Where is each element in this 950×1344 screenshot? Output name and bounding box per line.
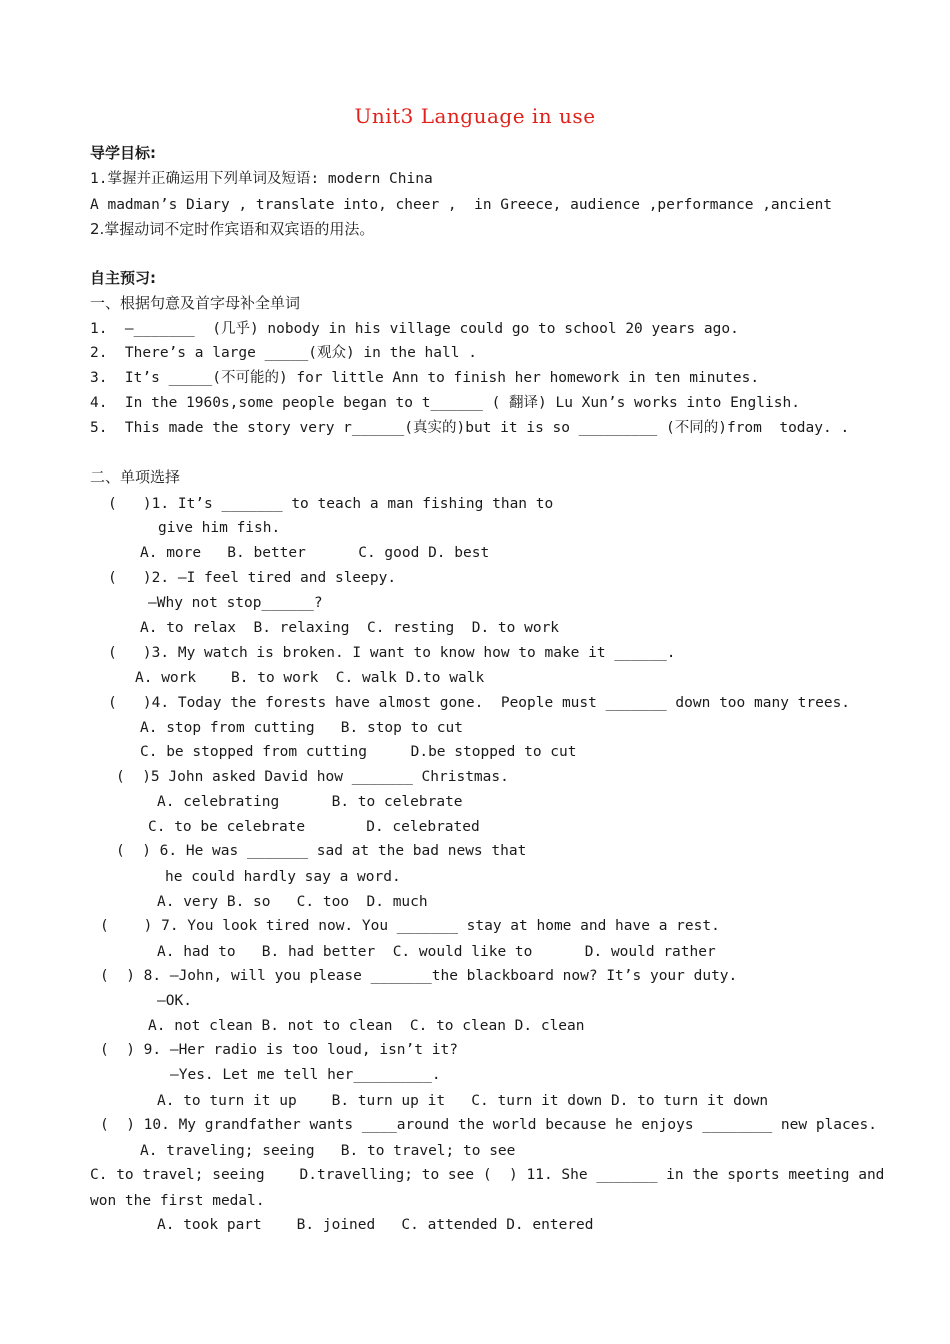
options-line: C. be stopped from cutting D.be stopped to cut (140, 744, 577, 760)
options-line: A. to turn it up B. turn up it C. turn it down D. to turn it down (157, 1093, 769, 1109)
goal-line-1: 1.掌握并正确运用下列单词及短语: modern China (90, 171, 433, 187)
options-line: A. not clean B. not to clean C. to clean D. clean (148, 1018, 585, 1034)
options-line: A. took part B. joined C. attended D. entered (157, 1217, 594, 1233)
goal-line-3: 2.掌握动词不定时作宾语和双宾语的用法。 (90, 220, 375, 238)
question-line: —Yes. Let me tell her_________. (170, 1067, 441, 1083)
question-line: give him fish. (158, 520, 281, 536)
fill-item-5: 5. This made the story very r______(真实的)but it is so _________ (不同的)from today. . (90, 420, 850, 436)
fill-item-2: 2. There’s a large _____(观众) in the hall . (90, 345, 477, 361)
question-line: ( ) 10. My grandfather wants ____around the world because he enjoys ________ new places. (100, 1117, 877, 1133)
question-line: won the first medal. (90, 1193, 265, 1209)
options-line: C. to be celebrate D. celebrated (148, 819, 480, 835)
options-line: A. work B. to work C. walk D.to walk (135, 670, 485, 686)
question-line: —OK. (157, 993, 192, 1009)
fill-item-3: 3. It’s _____(不可能的) for little Ann to finish her homework in ten minutes. (90, 370, 760, 386)
goal-line-2: A madman’s Diary , translate into, cheer , in Greece, audience ,performance ,ancient (90, 197, 833, 213)
question-line: ( ) 6. He was _______ sad at the bad news that (116, 843, 527, 859)
fill-item-1: 1. –_______ (几乎) nobody in his village could go to school 20 years ago. (90, 321, 739, 337)
options-line: A. celebrating B. to celebrate (157, 794, 463, 810)
options-line: A. to relax B. relaxing C. resting D. to work (140, 620, 560, 636)
question-line: —Why not stop______? (148, 595, 323, 611)
question-line: ( )2. —I feel tired and sleepy. (108, 570, 397, 586)
options-line: A. stop from cutting B. stop to cut (140, 720, 464, 736)
options-line: A. traveling; seeing B. to travel; to see (140, 1143, 516, 1159)
options-line: A. more B. better C. good D. best (140, 545, 490, 561)
page-title: Unit3 Language in use (354, 104, 596, 128)
section2-title: 二、单项选择 (90, 468, 181, 486)
goals-heading: 导学目标: (90, 144, 156, 162)
preview-heading: 自主预习: (90, 269, 156, 287)
section1-title: 一、根据句意及首字母补全单词 (90, 294, 301, 312)
question-line: ( )5 John asked David how _______ Christmas. (116, 769, 509, 785)
question-line: ( ) 9. —Her radio is too loud, isn’t it? (100, 1042, 458, 1058)
options-line: A. had to B. had better C. would like to D. would rather (157, 944, 716, 960)
options-line: A. very B. so C. too D. much (157, 894, 428, 910)
question-line: he could hardly say a word. (165, 869, 401, 885)
question-line: ( )3. My watch is broken. I want to know how to make it ______. (108, 645, 676, 661)
question-line: ( ) 7. You look tired now. You _______ stay at home and have a rest. (100, 918, 720, 934)
options-line: C. to travel; seeing D.travelling; to see ( ) 11. She _______ in the sports meeting and (90, 1167, 885, 1183)
question-line: ( )1. It’s _______ to teach a man fishing than to (108, 496, 554, 512)
question-line: ( )4. Today the forests have almost gone. People must _______ down too many trees. (108, 695, 851, 711)
fill-item-4: 4. In the 1960s,some people began to t______ ( 翻译) Lu Xun’s works into English. (90, 395, 800, 411)
question-line: ( ) 8. —John, will you please _______the blackboard now? It’s your duty. (100, 968, 738, 984)
